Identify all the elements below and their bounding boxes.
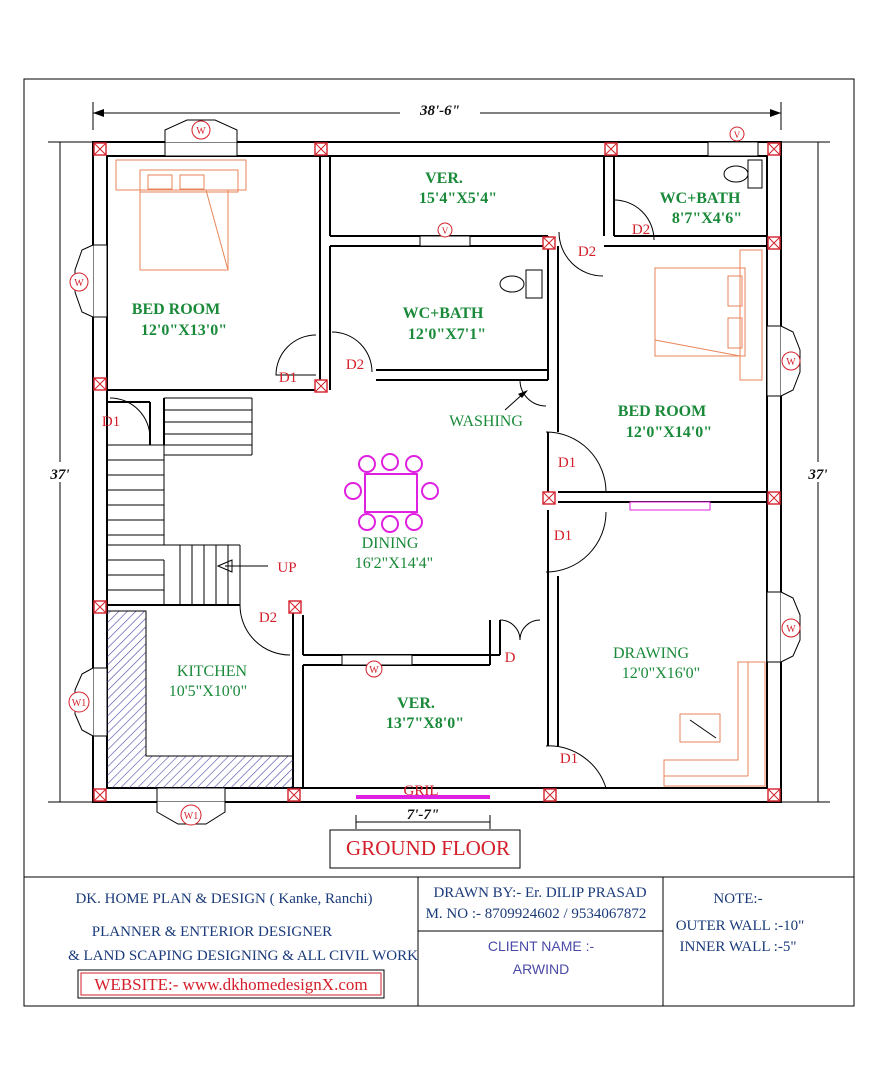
svg-text:D2: D2 <box>577 244 597 260</box>
up-label: UP <box>277 560 297 576</box>
svg-text:W1: W1 <box>71 698 87 709</box>
room-size-dining: 16'2"X14'4" <box>354 555 434 572</box>
gril-dim-label: 7'-7" <box>406 807 440 823</box>
svg-text:D2: D2 <box>345 357 365 373</box>
room-name-ver-top: VER. <box>425 170 463 187</box>
overall-width-dim: 38'-6" <box>420 103 460 119</box>
title-block <box>68 877 804 1006</box>
toilet-center <box>500 270 542 298</box>
room-size-bed-tl: 12'0"X13'0" <box>140 322 228 339</box>
staircase <box>107 398 252 605</box>
website-link: WEBSITE:- www.dkhomedesignX.com <box>94 975 368 994</box>
svg-text:W1: W1 <box>183 811 199 822</box>
inner-wall-note: INNER WALL :-5" <box>679 939 797 955</box>
client-label: CLIENT NAME :- <box>487 938 595 954</box>
note-label: NOTE:- <box>713 891 763 907</box>
room-size-wc-right: 8'7"X4'6" <box>671 210 743 227</box>
svg-text:V: V <box>733 130 741 140</box>
room-name-bed-right: BED ROOM <box>617 403 707 420</box>
room-size-drawing: 12'0"X16'0" <box>621 665 701 682</box>
company-name: DK. HOME PLAN & DESIGN ( Kanke, Ranchi) <box>75 891 373 907</box>
toilet-right <box>724 160 762 188</box>
svg-text:D2: D2 <box>258 610 278 626</box>
room-size-ver-bottom: 13'7"X8'0" <box>385 715 465 732</box>
room-name-ver-bottom: VER. <box>397 695 435 712</box>
room-size-wc-center: 12'0"X7'1" <box>407 326 487 343</box>
svg-text:D1: D1 <box>559 751 579 767</box>
drawn-by: DRAWN BY:- Er. DILIP PRASAD <box>433 885 647 901</box>
room-name-dining: DINING <box>361 535 419 552</box>
bed-top-left <box>116 160 246 270</box>
svg-text:D1: D1 <box>101 414 121 430</box>
washing-label: WASHING <box>449 413 523 430</box>
svg-text:D1: D1 <box>278 370 298 386</box>
bed-right <box>655 250 762 380</box>
svg-text:D1: D1 <box>557 455 577 471</box>
room-size-ver-top: 15'4"X5'4" <box>418 190 498 207</box>
svg-text:W: W <box>369 665 379 676</box>
washing-arrow <box>505 390 528 410</box>
room-size-bed-right: 12'0"X14'0" <box>625 424 713 441</box>
svg-text:D: D <box>504 650 516 666</box>
up-arrow <box>218 560 268 572</box>
gril-label: GRIL <box>403 783 439 799</box>
svg-text:W: W <box>196 126 206 137</box>
mobile-number: M. NO :- 8709924602 / 9534067872 <box>425 906 647 922</box>
room-name-wc-right: WC+BATH <box>659 190 741 207</box>
room-name-wc-center: WC+BATH <box>402 305 484 322</box>
room-name-kitchen: KITCHEN <box>176 663 248 680</box>
civil-work-line: & LAND SCAPING DESIGNING & ALL CIVIL WORK <box>68 948 418 964</box>
svg-text:W: W <box>786 357 796 368</box>
planner-line: PLANNER & ENTERIOR DESIGNER <box>91 924 333 940</box>
right-dimension-line <box>780 142 832 802</box>
svg-text:W: W <box>74 278 84 289</box>
svg-text:W: W <box>786 624 796 635</box>
room-name-bed-tl: BED ROOM <box>131 301 221 318</box>
outer-wall-note: OUTER WALL :-10" <box>675 918 805 934</box>
ground-floor-title: GROUND FLOOR <box>346 836 510 860</box>
dining-table <box>345 454 438 532</box>
room-name-drawing: DRAWING <box>612 645 690 662</box>
svg-text:V: V <box>441 226 449 236</box>
svg-text:D1: D1 <box>553 528 573 544</box>
overall-height-dim-right: 37' <box>808 467 828 483</box>
client-name: ARWIND <box>512 961 570 977</box>
svg-text:D2: D2 <box>631 222 651 238</box>
overall-height-dim-left: 37' <box>50 467 70 483</box>
room-size-kitchen: 10'5"X10'0" <box>168 683 248 700</box>
